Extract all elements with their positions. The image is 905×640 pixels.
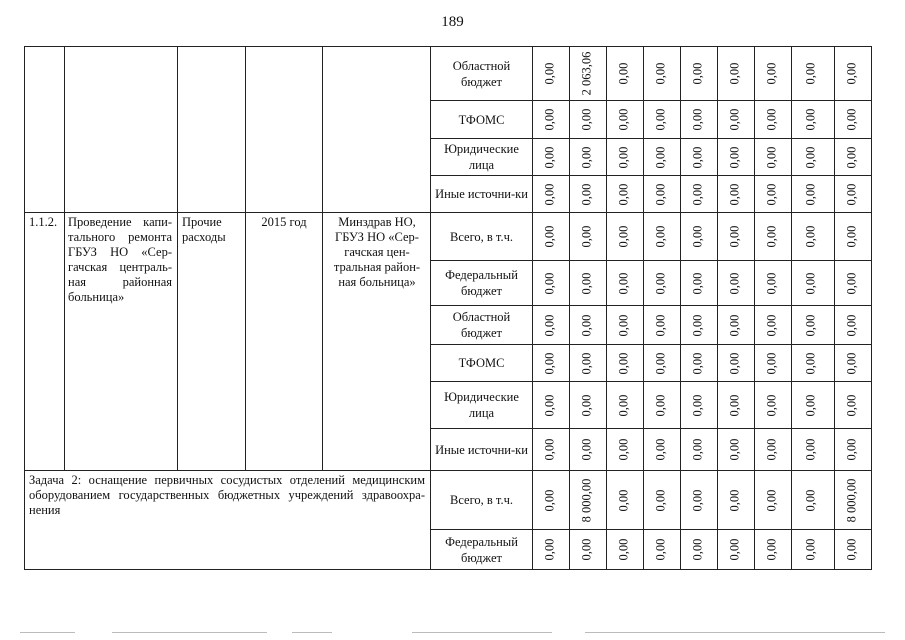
value: 0,00: [727, 108, 742, 131]
value-cell: [761, 213, 783, 260]
value-cell: [800, 261, 822, 305]
value-cell: [576, 139, 598, 175]
row-label: Юридические лица: [444, 142, 519, 172]
year: 2015 год: [261, 215, 307, 229]
value: 0,00: [844, 225, 859, 248]
value: 0,00: [803, 146, 818, 168]
value-cell: [687, 213, 709, 260]
value-cell: [761, 139, 783, 175]
value: 0,00: [653, 394, 668, 416]
value: 0,00: [803, 108, 818, 131]
value-cell: [650, 139, 672, 175]
item-number: 1.1.2.: [29, 215, 58, 229]
value: 0,00: [844, 538, 859, 561]
value-cell: [724, 471, 746, 529]
value-cell: [841, 261, 863, 305]
row-label: ТФОМС: [458, 356, 505, 370]
value-cell: [650, 101, 672, 138]
value-cell: [613, 101, 635, 138]
value: 0,00: [579, 314, 594, 336]
value-cell: [800, 176, 822, 212]
value: 2 063,06: [579, 51, 594, 96]
value: 0,00: [844, 394, 859, 416]
value: 0,00: [616, 146, 631, 168]
value-cell: [687, 345, 709, 381]
value: 0,00: [653, 225, 668, 248]
col-line-values-start: [532, 46, 533, 570]
value: 0,00: [764, 146, 779, 168]
value: 0,00: [844, 352, 859, 374]
value: 0,00: [542, 62, 557, 85]
col-line-3: [245, 46, 246, 470]
value: 0,00: [803, 314, 818, 336]
value: 0,00: [579, 183, 594, 205]
value-cell: [724, 139, 746, 175]
value: 0,00: [542, 314, 557, 336]
value-cell: [539, 261, 561, 305]
value: 0,00: [653, 489, 668, 511]
value: 0,00: [653, 352, 668, 374]
value-cell: [800, 139, 822, 175]
col-line-4: [322, 46, 323, 470]
value-cell: [687, 530, 709, 569]
value-cell: [613, 176, 635, 212]
value-cell: [687, 261, 709, 305]
value: 0,00: [764, 489, 779, 511]
value-cell: [761, 176, 783, 212]
value-cell: [724, 382, 746, 428]
page-number: 189: [441, 14, 464, 30]
value: 0,00: [653, 314, 668, 336]
executor: Минздрав НО, ГБУЗ НО «Сер-гачская цен-тральная район-ная больница»: [333, 215, 421, 289]
value-cell: [650, 530, 672, 569]
value: 0,00: [690, 314, 705, 336]
value-cell: [576, 382, 598, 428]
value: 0,00: [727, 489, 742, 511]
row-label: Иные источни-ки: [435, 442, 528, 457]
value-cell: [650, 429, 672, 470]
value-cell: [539, 471, 561, 529]
value-cell: [539, 429, 561, 470]
value: 0,00: [616, 62, 631, 85]
value: 0,00: [727, 394, 742, 416]
value: 0,00: [727, 438, 742, 461]
value: 0,00: [579, 272, 594, 294]
value: 0,00: [542, 146, 557, 168]
value-cell: [724, 261, 746, 305]
item-name: Проведение капи-тального ремонта ГБУЗ НО «Сер-гачская централь-ная районная больница»: [68, 215, 172, 304]
value: 0,00: [579, 146, 594, 168]
row-label: Иные источни-ки: [435, 187, 528, 201]
value-cell: [800, 382, 822, 428]
value: 0,00: [579, 538, 594, 561]
value-cell: [576, 261, 598, 305]
value: 0,00: [803, 62, 818, 85]
value-cell: [539, 101, 561, 138]
value: 0,00: [803, 489, 818, 511]
value-cell: [576, 176, 598, 212]
value: 0,00: [616, 314, 631, 336]
value-cell: [724, 429, 746, 470]
val-col-line: [754, 46, 755, 570]
value-cell: [800, 306, 822, 344]
value: 0,00: [616, 272, 631, 294]
value-cell: [576, 213, 598, 260]
value-cell: [761, 530, 783, 569]
row-label: Областной бюджет: [452, 58, 511, 89]
table-border-left: [24, 46, 25, 570]
value-cell: [687, 471, 709, 529]
value: 0,00: [542, 538, 557, 561]
value: 0,00: [653, 108, 668, 131]
value: 0,00: [803, 183, 818, 205]
value: 0,00: [727, 314, 742, 336]
value: 0,00: [844, 272, 859, 294]
value: 0,00: [542, 108, 557, 131]
row-label: Федеральный бюджет: [445, 268, 518, 298]
value: 0,00: [803, 394, 818, 416]
value-cell: [761, 47, 783, 100]
value-cell: [650, 261, 672, 305]
value: 0,00: [803, 272, 818, 294]
value: 0,00: [690, 62, 705, 85]
val-col-line: [834, 46, 835, 570]
value: 0,00: [690, 272, 705, 294]
value: 0,00: [690, 108, 705, 131]
value-cell: [613, 139, 635, 175]
value-cell: [539, 139, 561, 175]
value: 0,00: [803, 352, 818, 374]
value-cell: [841, 47, 863, 100]
value: 0,00: [727, 225, 742, 248]
value-cell: [841, 101, 863, 138]
value-cell: [576, 306, 598, 344]
value: 8 000,00: [844, 478, 859, 522]
value: 0,00: [653, 438, 668, 461]
value: 0,00: [844, 314, 859, 336]
value-cell: [613, 213, 635, 260]
value: 0,00: [653, 272, 668, 294]
value: 0,00: [764, 438, 779, 461]
value-cell: [687, 101, 709, 138]
value-cell: [539, 530, 561, 569]
value-cell: [761, 101, 783, 138]
value-cell: [687, 176, 709, 212]
value: 0,00: [690, 538, 705, 561]
value: 0,00: [764, 62, 779, 85]
row-label: Юридические лица: [444, 390, 519, 420]
value: 0,00: [727, 62, 742, 85]
row-label: Всего, в т.ч.: [450, 229, 513, 244]
value: 0,00: [616, 352, 631, 374]
value-cell: [724, 47, 746, 100]
value: 0,00: [764, 352, 779, 374]
value-cell: [800, 345, 822, 381]
value: 0,00: [844, 146, 859, 168]
value: 0,00: [727, 272, 742, 294]
value: 0,00: [803, 225, 818, 248]
value: 0,00: [727, 183, 742, 205]
value: 0,00: [690, 183, 705, 205]
row-label: Областной бюджет: [452, 310, 511, 340]
value-cell: [761, 382, 783, 428]
value: 0,00: [764, 183, 779, 205]
value-cell: [576, 471, 598, 529]
value-cell: [687, 306, 709, 344]
value-cell: [576, 530, 598, 569]
value: 0,00: [542, 394, 557, 416]
value: 0,00: [690, 438, 705, 461]
value: 0,00: [542, 489, 557, 511]
value: 0,00: [727, 538, 742, 561]
value: 0,00: [579, 352, 594, 374]
value-cell: [841, 176, 863, 212]
value-cell: [613, 306, 635, 344]
value: 0,00: [803, 538, 818, 561]
value-cell: [539, 213, 561, 260]
value-cell: [650, 471, 672, 529]
value: 0,00: [542, 352, 557, 374]
value: 0,00: [616, 225, 631, 248]
value-cell: [576, 47, 598, 100]
value-cell: [841, 306, 863, 344]
value-cell: [539, 345, 561, 381]
value: 0,00: [764, 225, 779, 248]
value-cell: [761, 306, 783, 344]
value-cell: [800, 213, 822, 260]
value-cell: [650, 47, 672, 100]
value-cell: [539, 47, 561, 100]
expense-type: Прочие расходы: [182, 215, 226, 244]
value: 0,00: [616, 489, 631, 511]
value-cell: [576, 429, 598, 470]
value: 0,00: [727, 352, 742, 374]
value-cell: [539, 176, 561, 212]
scan-rule: [412, 632, 552, 633]
value: 0,00: [844, 183, 859, 205]
value: 0,00: [653, 183, 668, 205]
value: 0,00: [542, 438, 557, 461]
value-cell: [800, 429, 822, 470]
val-col-line: [791, 46, 792, 570]
value: 0,00: [690, 489, 705, 511]
value-cell: [841, 471, 863, 529]
value: 0,00: [844, 108, 859, 131]
value-cell: [841, 213, 863, 260]
value-cell: [576, 345, 598, 381]
val-col-line: [606, 46, 607, 570]
value: 0,00: [727, 146, 742, 168]
value: 0,00: [616, 538, 631, 561]
value-cell: [841, 530, 863, 569]
scan-rule: [20, 632, 75, 633]
value: 0,00: [542, 272, 557, 294]
value: 0,00: [653, 62, 668, 85]
value: 0,00: [653, 538, 668, 561]
value-cell: [576, 101, 598, 138]
value-cell: [724, 530, 746, 569]
scan-rule: [585, 632, 885, 633]
value-cell: [650, 176, 672, 212]
value: 0,00: [844, 62, 859, 85]
value: 0,00: [579, 438, 594, 461]
value-cell: [687, 139, 709, 175]
value-cell: [724, 101, 746, 138]
value: 8 000,00: [579, 478, 594, 522]
value-cell: [841, 345, 863, 381]
value-cell: [724, 345, 746, 381]
col-line-1: [64, 46, 65, 470]
value: 0,00: [542, 183, 557, 205]
value-cell: [724, 306, 746, 344]
col-line-2: [177, 46, 178, 470]
value-cell: [650, 382, 672, 428]
value: 0,00: [616, 394, 631, 416]
val-col-line: [680, 46, 681, 570]
value-cell: [841, 382, 863, 428]
value: 0,00: [803, 438, 818, 461]
value-cell: [724, 213, 746, 260]
value: 0,00: [764, 394, 779, 416]
row-label: Всего, в т.ч.: [450, 493, 513, 507]
value-cell: [613, 471, 635, 529]
value: 0,00: [579, 394, 594, 416]
value: 0,00: [579, 225, 594, 248]
table-border-right: [871, 46, 872, 570]
value: 0,00: [690, 352, 705, 374]
value: 0,00: [542, 225, 557, 248]
value: 0,00: [690, 146, 705, 168]
value-cell: [613, 345, 635, 381]
value: 0,00: [844, 438, 859, 461]
value-cell: [800, 47, 822, 100]
value: 0,00: [764, 272, 779, 294]
value-cell: [539, 306, 561, 344]
value-cell: [687, 47, 709, 100]
value: 0,00: [764, 108, 779, 131]
value-cell: [613, 530, 635, 569]
value: 0,00: [616, 438, 631, 461]
value: 0,00: [764, 538, 779, 561]
value-cell: [613, 429, 635, 470]
val-col-line: [643, 46, 644, 570]
row-label: Федеральный бюджет: [445, 534, 518, 565]
scan-rule: [292, 632, 332, 633]
value-cell: [841, 429, 863, 470]
value-cell: [613, 47, 635, 100]
value-cell: [800, 471, 822, 529]
value-cell: [841, 139, 863, 175]
task-description: Задача 2: оснащение первичных сосудистых отделений медицинским оборудованием государственных бюджетных учреждений здравоохра-нения: [29, 473, 425, 517]
value-cell: [650, 345, 672, 381]
value-cell: [761, 345, 783, 381]
value-cell: [650, 306, 672, 344]
value-cell: [800, 530, 822, 569]
value-cell: [613, 261, 635, 305]
value-cell: [761, 429, 783, 470]
row-label: ТФОМС: [458, 112, 505, 127]
value: 0,00: [690, 394, 705, 416]
val-col-line: [717, 46, 718, 570]
value-cell: [613, 382, 635, 428]
value: 0,00: [653, 146, 668, 168]
table-border-bottom: [24, 569, 872, 570]
value-cell: [539, 382, 561, 428]
value: 0,00: [690, 225, 705, 248]
scan-rule: [112, 632, 267, 633]
value-cell: [724, 176, 746, 212]
value: 0,00: [616, 108, 631, 131]
value: 0,00: [616, 183, 631, 205]
value-cell: [761, 261, 783, 305]
value: 0,00: [764, 314, 779, 336]
value-cell: [687, 382, 709, 428]
value: 0,00: [579, 108, 594, 131]
value-cell: [687, 429, 709, 470]
val-col-line: [569, 46, 570, 570]
value-cell: [761, 471, 783, 529]
value-cell: [650, 213, 672, 260]
value-cell: [800, 101, 822, 138]
